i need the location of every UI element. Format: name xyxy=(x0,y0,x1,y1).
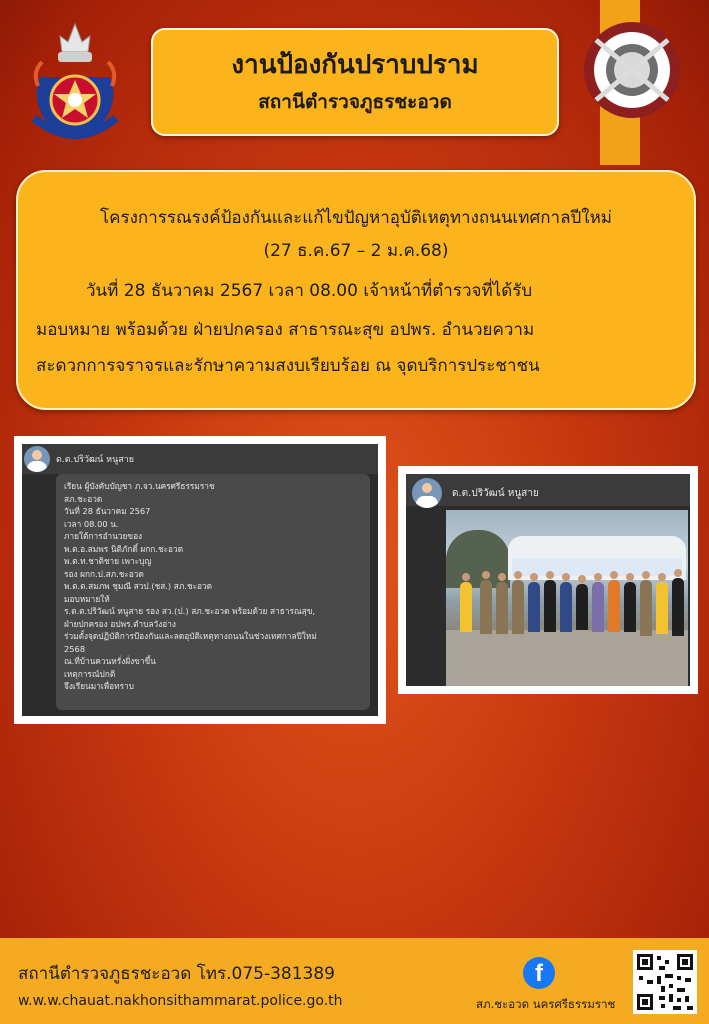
chat-message-line: พ.ต.ท.ชาติชาย เพาะบุญ xyxy=(64,556,152,566)
chat-message-line: พ.ต.อ.สมพร นิติภักดิ์ ผกก.ชะอวด xyxy=(64,543,184,554)
police-emblem-logo xyxy=(20,22,130,147)
group-photo-image xyxy=(446,510,688,686)
announcement-line: วันที่ 28 ธันวาคม 2567 เวลา 08.00 เจ้าหน้าที่ตำรวจที่ได้รับ xyxy=(86,281,533,301)
chat-message-line: ภายใต้การอำนวยของ xyxy=(64,531,143,541)
website-link[interactable]: w.w.w.chauat.nakhonsithammarat.police.go.th xyxy=(18,993,343,1009)
chat-message-bubble xyxy=(56,474,370,710)
chat-message-line: รอง ผกก.ป.สภ.ชะอวด xyxy=(64,568,144,579)
station-phone: สถานีตำรวจภูธรชะอวด โทร.075-381389 xyxy=(18,964,335,984)
page-subtitle: สถานีตำรวจภูธรชะอวด xyxy=(258,91,452,113)
avatar xyxy=(412,478,442,508)
announcement-line: โครงการรณรงค์ป้องกันและแก้ไขปัญหาอุบัติเหตุทางถนนเทศกาลปีใหม่ xyxy=(99,208,613,228)
chat-message-line: สภ.ชะอวด xyxy=(64,493,103,504)
chat-window xyxy=(406,474,690,686)
chat-header xyxy=(22,444,378,474)
chat-message-line: ฝ่ายปกครอง อปพร.ตำบลวังอ่าง xyxy=(64,618,176,629)
qr-code xyxy=(633,950,697,1014)
chat-screenshot-photo xyxy=(398,466,698,694)
chat-sender-name: ด.ต.ปริวัฒน์ หนูสาย xyxy=(452,488,539,499)
footer-bar xyxy=(0,938,709,1024)
title-panel xyxy=(151,28,559,136)
announcement-date-range: (27 ธ.ค.67 – 2 ม.ค.68) xyxy=(263,241,449,261)
chat-message-line: จึงเรียนมาเพื่อทราบ xyxy=(64,681,135,691)
chat-message-line: ร่วมตั้งจุดปฏิบัติการป้องกันและลดอุบัติเหตุทางถนนในช่วงเทศกาลปีใหม่ xyxy=(64,631,317,641)
chat-header xyxy=(406,474,690,506)
page-title: งานป้องกันปราบปราม xyxy=(231,50,479,80)
announcement-panel xyxy=(16,170,696,410)
chat-window xyxy=(22,444,378,716)
chat-message-line: วันที่ 28 ธันวาคม 2567 xyxy=(64,506,151,516)
chat-sender-name: ด.ต.ปริวัฒน์ หนูสาย xyxy=(56,455,135,465)
chat-screenshot-report xyxy=(14,436,386,724)
facebook-icon[interactable]: f xyxy=(523,957,555,989)
chat-message-line: เวลา 08.00 น. xyxy=(64,518,119,529)
chat-message-line: มอบหมายให้ xyxy=(64,593,110,604)
avatar xyxy=(24,446,50,472)
announcement-line: มอบหมาย พร้อมด้วย ฝ่ายปกครอง สาธารณะสุข อปพร. อำนวยความ xyxy=(36,320,535,340)
chat-message-line: เหตุการณ์ปกติ xyxy=(64,668,116,679)
chat-message-line: พ.ต.ต.สมภพ ชุมณี สวป.(ชส.) สภ.ชะอวด xyxy=(64,581,213,591)
police-station-seal xyxy=(582,20,682,120)
facebook-page-name: สภ.ชะอวด นครศรีธรรมราช xyxy=(476,997,616,1011)
chat-message-line: ณ.ที่บ้านควนหรั่งฝั่งขาขึ้น xyxy=(64,656,156,666)
chat-message-line: เรียน ผู้บังคับบัญชา ภ.จว.นครศรีธรรมราช xyxy=(64,481,215,491)
chat-message-line: ร.ต.ต.ปริวัฒน์ หนูสาย รอง สว.(ป.) สภ.ชะอวด พร้อมด้วย สาธารณสุข, xyxy=(64,606,316,616)
announcement-line: สะดวกการจราจรและรักษาความสงบเรียบร้อย ณ จุดบริการประชาชน xyxy=(36,356,540,376)
chat-message-line: 2568 xyxy=(64,643,86,654)
